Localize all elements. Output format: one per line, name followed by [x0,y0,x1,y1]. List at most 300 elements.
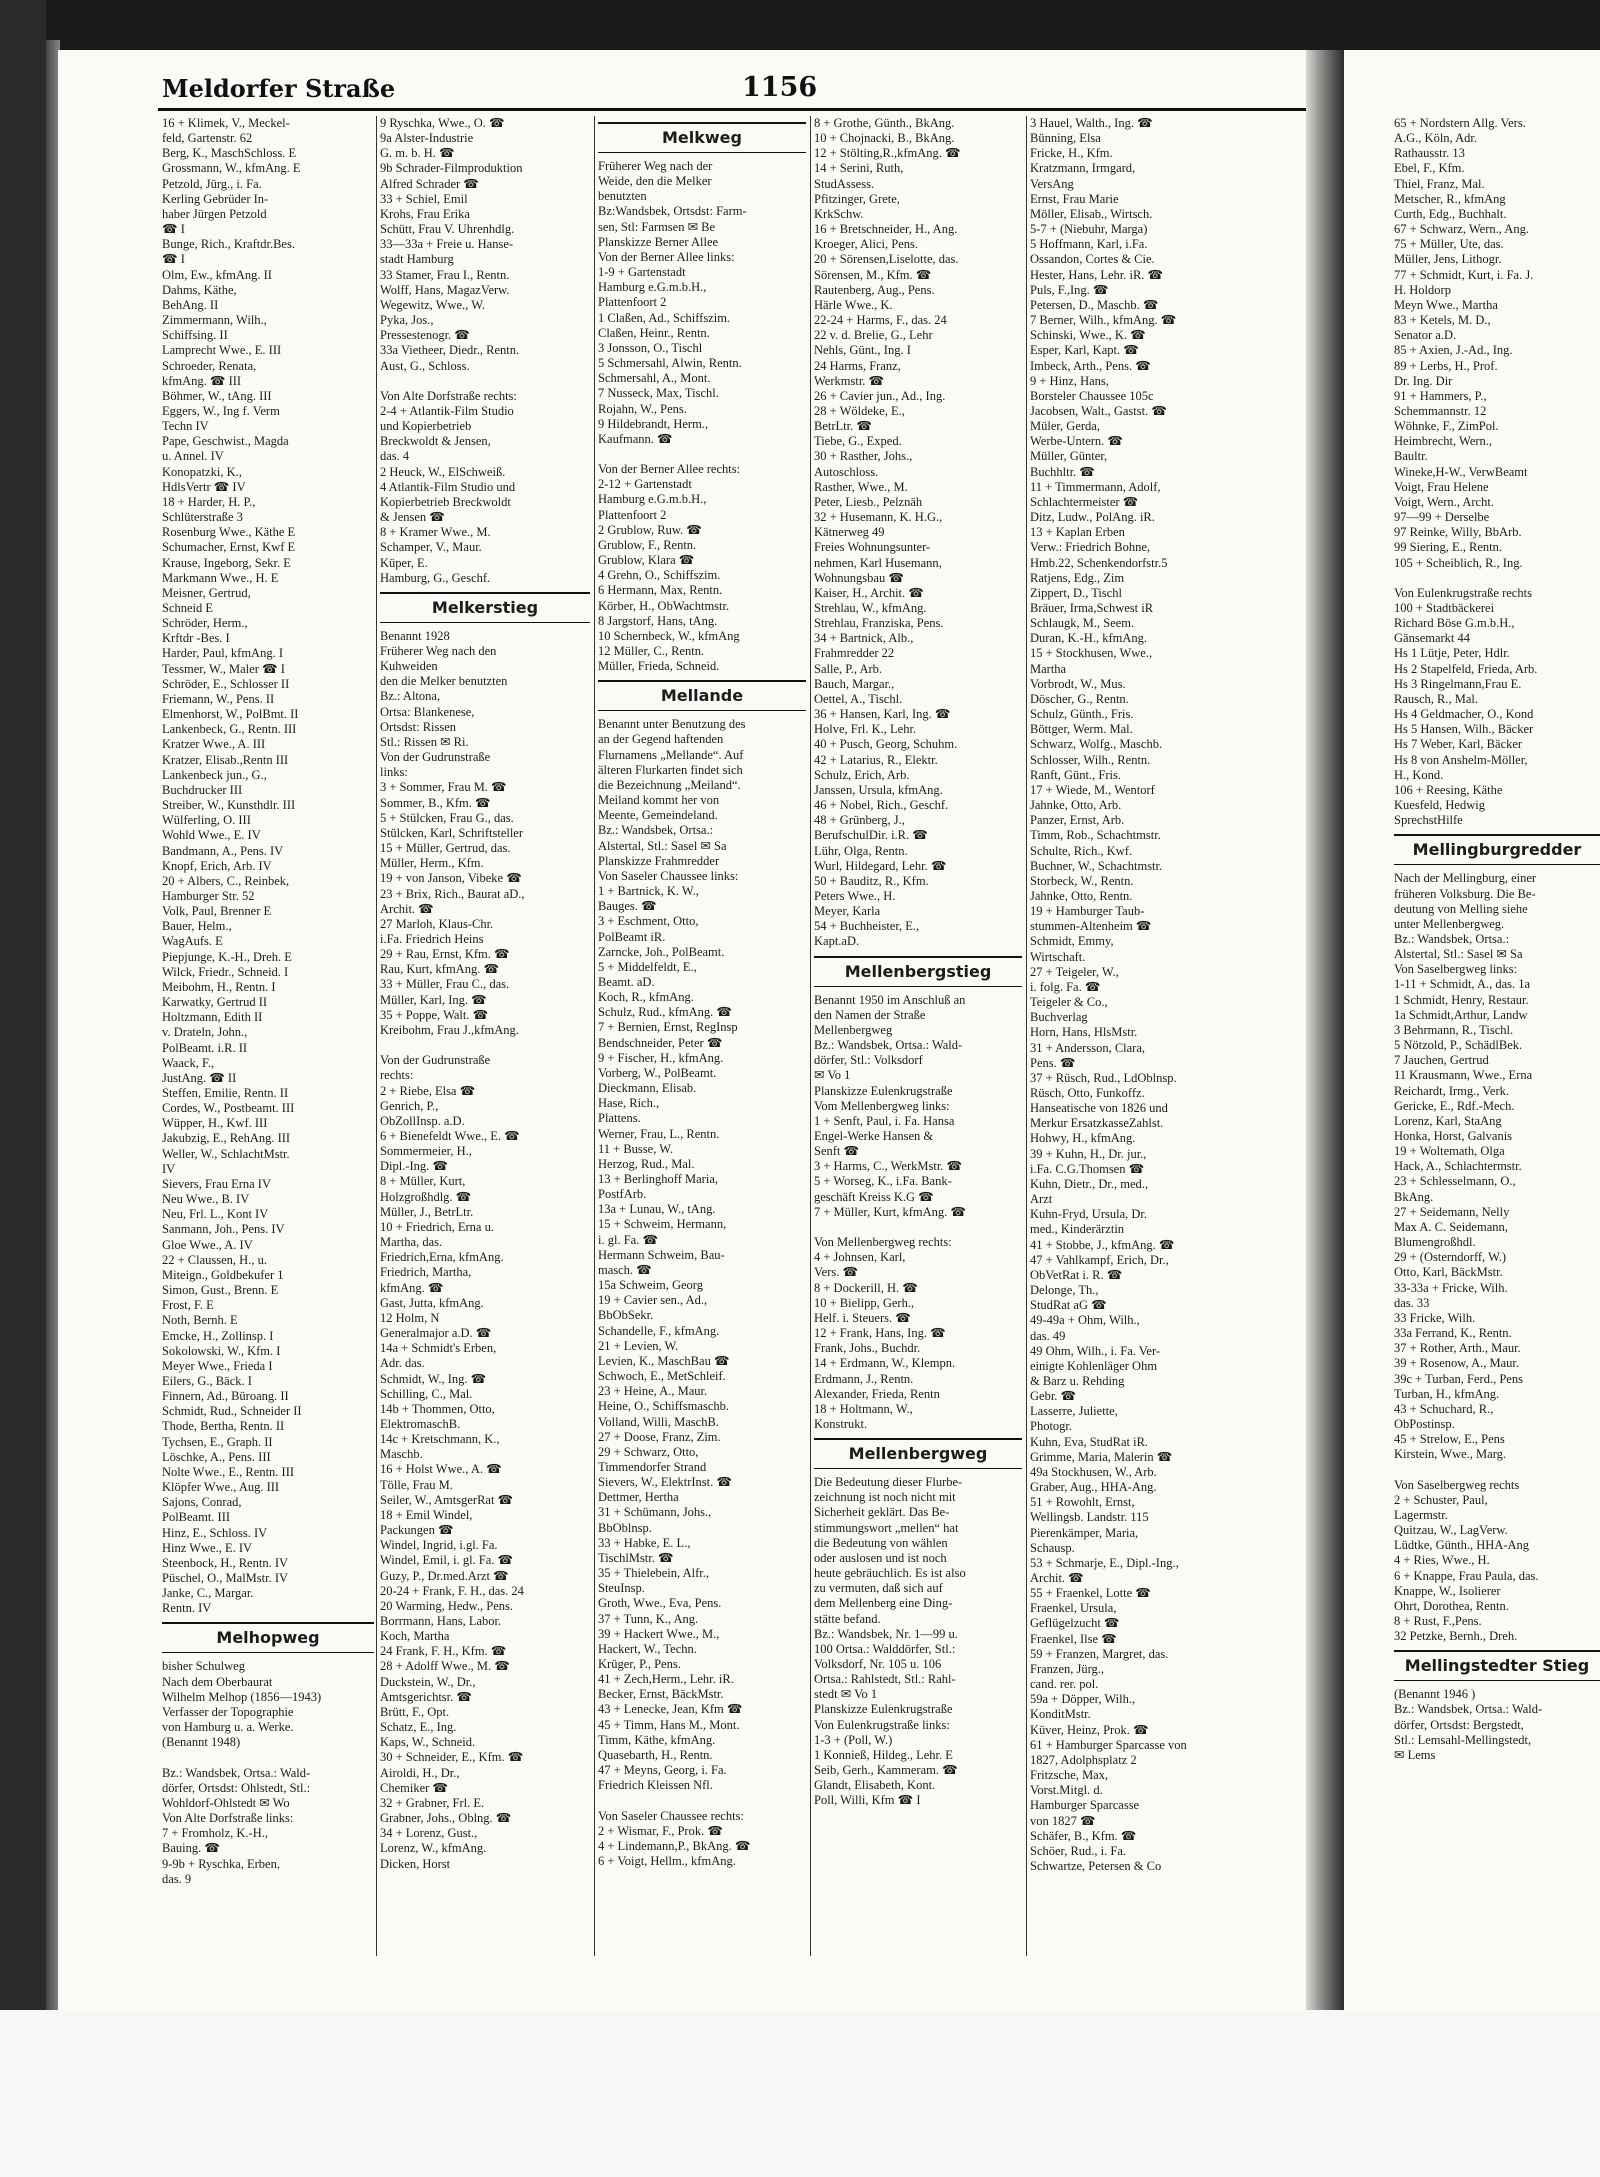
directory-entry: ObVetRat i. R. ☎ [1030,1267,1123,1282]
directory-entry: Werner, Frau, L., Rentn. [598,1126,720,1141]
directory-entry: 32 + Husemann, K. H.G., [814,510,943,525]
directory-entry: 47 + Meyns, Georg, i. Fa. [598,1763,727,1778]
directory-entry: 11 + Busse, W. [598,1141,673,1156]
directory-entry: Stl.: Lemsahl-Mellingstedt, [1394,1732,1532,1747]
directory-entry: Groth, Wwe., Eva, Pens. [598,1596,722,1611]
directory-entry: 14c + Kretschmann, K., [380,1432,500,1447]
directory-entry: Neu Wwe., B. IV [162,1192,250,1207]
directory-entry: Nach der Mellingburg, einer [1394,871,1537,886]
directory-entry: Kuhn-Fryd, Ursula, Dr. [1030,1207,1148,1222]
directory-entry: Tessmer, W., Maler ☎ I [162,661,285,676]
directory-entry: 16 + Klimek, V., Meckel- [162,116,290,130]
directory-entry: bisher Schulweg [162,1659,245,1674]
directory-entry: Borsteler Chaussee 105c [1030,388,1154,403]
directory-entry: 24 Frank, F. H., Kfm. ☎ [380,1644,507,1659]
directory-entry: JustAng. ☎ II [162,1070,237,1085]
directory-entry: 7 Jauchen, Gertrud [1394,1053,1489,1068]
directory-entry: 49a Stockhusen, W., Arb. [1030,1464,1157,1479]
directory-entry: Von Alte Dorfstraße links: [162,1811,294,1826]
directory-entry: Quasebarth, H., Rentn. [598,1747,713,1762]
directory-entry: 39 + Hackert Wwe., M., [598,1626,720,1641]
directory-entry: stedt ✉ Vo 1 [814,1687,878,1702]
directory-entry: 50 + Bauditz, R., Kfm. [814,873,929,888]
directory-entry: Hinz, E., Schloss. IV [162,1525,268,1540]
directory-entry: ☎ I [162,222,185,237]
directory-entry: PolBeamt. III [162,1510,231,1525]
directory-entry: Schmersahl, A., Mont. [598,371,711,386]
directory-entry: Bräuer, Irma,Schwest iR [1030,601,1154,615]
directory-entry: Poll, Willi, Kfm ☎ I [814,1793,921,1808]
directory-entry: Jakubzig, E., RehAng. III [162,1131,291,1146]
directory-entry: Waack, F., [162,1055,215,1070]
directory-entry: stummen-Altenheim ☎ [1030,919,1152,934]
directory-entry: Benannt 1950 im Anschluß an [814,992,966,1007]
directory-entry: Berg, K., MaschSchloss. E [162,146,297,161]
directory-entry: Hinz Wwe., E. IV [162,1540,253,1555]
directory-entry: Timm, Käthe, kfmAng. [598,1732,716,1747]
directory-entry: Reichardt, Irmg., Verk. [1394,1083,1510,1098]
directory-entry: Grublow, F., Rentn. [598,537,697,552]
directory-entry: Wolff, Hans, MagazVerw. [380,282,510,297]
directory-entry: Esper, Karl, Kapt. ☎ [1030,343,1139,358]
directory-entry: das. 33 [1394,1295,1430,1310]
directory-entry: 33 + Schiel, Emil [380,191,468,206]
directory-entry: Böhmer, W., tAng. III [162,388,272,403]
directory-entry: 14 + Erdmann, W., Klempn. [814,1356,956,1371]
directory-entry: früheren Volksburg. Die Be- [1394,886,1536,901]
directory-entry: feld, Gartenstr. 62 [162,131,253,146]
directory-entry: Werbe-Untern. ☎ [1030,434,1123,449]
directory-entry: 11 Krausmann, Wwe., Erna [1394,1068,1533,1083]
directory-entry: Ebel, F., Kfm. [1394,161,1465,176]
directory-entry: 30 + Rasther, Johs., [814,449,913,464]
directory-entry: 97 Reinke, Willy, BbArb. [1394,525,1522,540]
directory-entry: Strehlau, W., kfmAng. [814,601,927,615]
directory-entry: Kreibohm, Frau J.,kfmAng. [380,1022,519,1037]
directory-entry: Von Saseler Chaussee rechts: [598,1808,744,1823]
directory-entry: 1 + Bartnick, K. W., [598,884,699,899]
directory-entry: Geflügelzucht ☎ [1030,1616,1120,1631]
directory-entry: Vom Mellenbergweg links: [814,1098,950,1113]
directory-entry: BetrLtr. ☎ [814,419,872,434]
directory-entry: 12 Holm, N [380,1310,440,1325]
directory-entry: Quitzau, W., LagVerw. [1394,1523,1508,1538]
directory-entry: Dipl.-Ing. ☎ [380,1159,448,1174]
directory-entry: Timmendorfer Strand [598,1459,707,1474]
directory-entry: Levien, K., MaschBau ☎ [598,1353,730,1368]
directory-entry: Müler, Gerda, [1030,419,1100,434]
directory-entry [380,1038,590,1053]
directory-entry: Techn IV [162,419,209,434]
directory-entry: Gast, Jutta, kfmAng. [380,1295,484,1310]
directory-entry: Sommermeier, H., [380,1144,472,1159]
directory-entry: dörfer, Ortsdst: Ohlstedt, Stl.: [162,1780,311,1795]
directory-entry: Jacobsen, Walt., Gastst. ☎ [1030,403,1167,418]
directory-entry: benutzten [598,189,647,204]
directory-entry: den Namen der Straße [814,1007,926,1022]
directory-entry: Bz.: Wandsbek, Nr. 1—99 u. [814,1626,958,1641]
directory-entry: 10 Schernbeck, W., kfmAng [598,628,740,643]
directory-entry: Hester, Hans, Lehr. iR. ☎ [1030,267,1164,282]
directory-entry: 7 Nusseck, Max, Tischl. [598,386,719,401]
directory-entry: Volksdorf, Nr. 105 u. 106 [814,1657,942,1671]
directory-entry: 65 + Nordstern Allg. Vers. [1394,116,1526,130]
directory-entry: 97—99 + Derselbe [1394,510,1490,525]
directory-entry: 15a Schweim, Georg [598,1278,703,1293]
directory-entry: den die Melker benutzten [380,674,508,689]
directory-entry: 41 + Stobbe, J., kfmAng. ☎ [1030,1237,1175,1252]
directory-entry: Bauch, Margar., [814,676,895,691]
directory-entry: Bz:Wandsbek, Ortsdst: Farm- [598,204,747,219]
directory-entry: 29 + Rau, Ernst, Kfm. ☎ [380,947,510,962]
directory-entry: Bz.: Wandsbek, Ortsa.: [598,823,714,838]
directory-entry: Eggers, W., Ing f. Verm [162,403,280,418]
directory-entry: Hs 1 Lütje, Peter, Hdlr. [1394,646,1510,661]
directory-entry: Hanseatische von 1826 und [1030,1101,1168,1116]
directory-entry: Sievers, Frau Erna IV [162,1176,271,1191]
directory-entry: Bz.: Wandsbek, Ortsa.: [1394,931,1510,946]
directory-entry: Ohrt, Dorothea, Rentn. [1394,1598,1509,1613]
directory-entry: Max A. C. Seidemann, [1394,1219,1508,1234]
directory-entry: Thode, Bertha, Rentn. II [162,1419,285,1434]
directory-entry: & Jensen ☎ [380,510,445,525]
directory-entry: ObZollInsp. a.D. [380,1113,465,1128]
directory-entry: Rosenburg Wwe., Käthe E [162,525,296,540]
directory-entry: Zimmermann, Wilh., [162,313,267,328]
directory-entry: Von Saselbergweg links: [1394,962,1518,977]
directory-entry: Kirstein, Wwe., Marg. [1394,1447,1507,1462]
directory-entry: Hs 7 Weber, Karl, Bäcker [1394,737,1523,752]
directory-entry: 9 + Fischer, H., kfmAng. [598,1050,724,1065]
directory-entry: 11 + Timmermann, Adolf, [1030,479,1161,494]
directory-entry: Kratzmann, Irmgard, [1030,161,1136,176]
directory-entry: 33 Stamer, Frau I., Rentn. [380,267,510,282]
directory-entry: 33—33a + Freie u. Hanse- [380,237,514,252]
directory-entry: Vorbrodt, W., Mus. [1030,676,1126,691]
directory-entry: 6 + Bienefeldt Wwe., E. ☎ [380,1129,520,1143]
directory-entry: 9 + Hinz, Hans, [1030,373,1109,388]
directory-entry: Müller, Herm., Kfm. [380,856,484,871]
directory-entry: 39 + Rosenow, A., Maur. [1394,1356,1519,1371]
directory-entry: Pape, Geschwist., Magda [162,434,289,449]
directory-entry: 28 + Adolff Wwe., M. ☎ [380,1659,510,1674]
directory-entry: Hs 4 Geldmacher, O., Kond [1394,707,1534,722]
directory-entry: masch. ☎ [598,1262,652,1277]
directory-entry: 14 + Serini, Ruth, [814,161,904,176]
directory-entry: Pierenkämper, Maria, [1030,1525,1139,1540]
directory-entry: Breckwoldt & Jensen, [380,434,491,449]
directory-entry: Pens. ☎ [1030,1055,1076,1070]
directory-entry: Lasserre, Juliette, [1030,1404,1118,1419]
directory-entry: Delonge, Th., [1030,1283,1099,1298]
directory-entry: 2 Heuck, W., ElSchweiß. [380,464,506,479]
directory-entry: 14a + Schmidt's Erben, [380,1341,497,1356]
directory-entry: i. folg. Fa. ☎ [1030,979,1101,994]
directory-entry: Küver, Heinz, Prok. ☎ [1030,1722,1149,1737]
directory-entry: 53 + Schmarje, E., Dipl.-Ing., [1030,1555,1179,1570]
directory-entry: Duckstein, W., Dr., [380,1674,476,1689]
directory-entry: Engel-Werke Hansen & [814,1129,934,1143]
directory-entry: 67 + Schwarz, Wern., Ang. [1394,222,1529,237]
directory-entry: Hase, Rich., [598,1096,660,1111]
directory-entry: 17 + Wiede, M., Wentorf [1030,782,1155,797]
directory-entry: Lühr, Olga, Rentn. [814,843,908,858]
directory-entry: 85 + Axien, J.-Ad., Ing. [1394,343,1513,358]
directory-entry: Alstertal, Stl.: Sasel ✉ Sa [598,838,727,853]
street-heading: Mellenbergstieg [814,956,1022,987]
directory-entry: Bauges. ☎ [598,899,657,914]
directory-entry: Lüdtke, Günth., HHA-Ang [1394,1538,1530,1553]
directory-entry: ☎ I [162,252,185,267]
directory-entry: Hamburger Str. 52 [162,888,255,903]
page-header [158,68,1308,111]
directory-entry: Bz.: Wandsbek, Ortsa.: Wald- [162,1765,311,1780]
directory-entry: 8 + Kramer Wwe., M. [380,525,491,540]
directory-entry: Hs 5 Hansen, Wilh., Bäcker [1394,722,1534,737]
directory-entry: 33 + Habke, E. L., [598,1535,691,1550]
directory-entry: Frost, F. E [162,1298,214,1313]
directory-entry: Timm, Rob., Schachtmstr. [1030,828,1161,843]
directory-entry: 105 + Scheiblich, R., Ing. [1394,555,1523,570]
directory-entry: Heimbrecht, Wern., [1394,434,1493,449]
directory-entry: 33-33a + Fricke, Wilh. [1394,1280,1508,1295]
directory-entry: u. Annel. IV [162,449,224,464]
directory-entry: 43 + Schuchard, R., [1394,1401,1494,1416]
directory-entry: Schroeder, Renata, [162,358,257,373]
directory-entry: Tölle, Frau M. [380,1477,453,1492]
directory-entry: Friedrich, Martha, [380,1265,472,1280]
directory-entry: deutung von Melling siehe [1394,901,1528,916]
directory-entry: Schlosser, Wilh., Rentn. [1030,752,1151,767]
directory-entry: Buchdrucker III [162,782,243,797]
directory-entry: 27 + Teigeler, W., [1030,964,1119,979]
directory-entry: Rausch, R., Mal. [1394,691,1479,706]
directory-entry: Schröder, Herm., [162,616,248,631]
directory-entry: Wüpper, H., Kwf. III [162,1116,268,1131]
street-heading: Mellenbergweg [814,1438,1022,1469]
directory-entry: Gebr. ☎ [1030,1389,1077,1404]
directory-entry: Amtsgerichtsr. ☎ [380,1689,472,1704]
directory-entry: 42 + Latarius, R., Elektr. [814,752,938,767]
directory-entry: die Bezeichnung „Meiland“. [598,777,741,792]
directory-entry: Noth, Bernh. E [162,1313,238,1328]
directory-entry: Löschke, A., Pens. III [162,1449,271,1464]
directory-entry: Schulz, Rud., kfmAng. ☎ [598,1005,732,1020]
directory-entry: zeichnung ist noch nicht mit [814,1490,956,1505]
directory-entry: nehmen, Karl Husemann, [814,555,942,570]
directory-entry: 1-3 + (Poll, W.) [814,1732,893,1747]
directory-entry: Die Bedeutung dieser Flurbe- [814,1475,963,1490]
directory-entry: Weide, den die Melker [598,174,712,189]
column-4 [814,116,1022,1809]
directory-entry: an der Gegend haftenden [598,732,724,747]
directory-entry: v. Drateln, John., [162,1025,248,1040]
directory-entry: 7 Berner, Wilh., kfmAng. ☎ [1030,313,1177,328]
directory-entry: Von Saselbergweg rechts [1394,1477,1520,1492]
directory-entry: Peter, Liesb., Pelznäh [814,494,923,509]
directory-entry: Dicken, Horst [380,1856,451,1871]
directory-entry: stätte befand. [814,1611,881,1626]
directory-entry: Richard Böse G.m.b.H., [1394,616,1515,631]
directory-entry: Voigt, Wern., Archt. [1394,494,1494,509]
directory-entry: 100 + Stadtbäckerei [1394,601,1495,615]
directory-entry: 9 Hildebrandt, Herm., [598,416,709,431]
directory-entry: Grublow, Klara ☎ [598,553,695,568]
directory-entry: Kuhn, Dietr., Dr., med., [1030,1176,1149,1191]
directory-entry: Schröder, E., Schlosser II [162,676,290,691]
directory-entry: Friedrich,Erna, kfmAng. [380,1250,504,1265]
directory-entry: die Bedeutung von wählen [814,1535,948,1550]
directory-entry: Martha, das. [380,1235,443,1250]
directory-entry: Arzt [1030,1192,1053,1207]
directory-entry: 1 + Senft, Paul, i. Fa. Hansa [814,1113,955,1128]
directory-entry: Olm, Ew., kfmAng. II [162,267,272,282]
directory-entry [162,1750,374,1765]
directory-entry: Stl.: Rissen ✉ Ri. [380,734,469,749]
directory-entry: 5 + Stülcken, Frau G., das. [380,810,514,825]
directory-entry: Kaiser, H., Archit. ☎ [814,585,924,600]
directory-entry: 24 Harms, Franz, [814,358,901,373]
directory-entry: 5 Schmersahl, Alwin, Rentn. [598,356,742,371]
directory-entry: 13 + Berlinghoff Maria, [598,1172,718,1186]
directory-entry: Krause, Ingeborg, Sekr. E [162,555,291,570]
directory-entry: Senft ☎ [814,1144,860,1159]
directory-entry: Kratzer Wwe., A. III [162,737,266,752]
directory-entry: Alfred Schrader ☎ [380,176,479,191]
directory-entry [814,1220,1022,1235]
directory-entry: Turban, H., kfmAng. [1394,1386,1500,1401]
scan-margin [0,2010,1600,2177]
directory-entry: ✉ Vo 1 [814,1068,851,1083]
directory-entry: 3 + Sommer, Frau M. ☎ [380,780,507,795]
directory-entry: Steenbock, H., Rentn. IV [162,1555,289,1570]
directory-entry: Autoschloss. [814,464,879,479]
directory-entry: Meiland kommt her von [598,793,720,808]
directory-entry: 49 Ohm, Wilh., i. Fa. Ver- [1030,1343,1161,1358]
directory-entry: Senator a.D. [1394,328,1457,343]
directory-entry: Dieckmann, Elisab. [598,1081,697,1096]
directory-entry: SprechstHilfe [1394,813,1463,828]
directory-entry: Windel, Emil, i. gl. Fa. ☎ [380,1553,514,1568]
directory-entry: Sanmann, Joh., Pens. IV [162,1222,285,1237]
directory-entry: 7 + Müller, Kurt, kfmAng. ☎ [814,1204,966,1219]
directory-entry: KrkSchw. [814,206,864,221]
directory-entry: BbOblnsp. [598,1520,652,1535]
directory-entry [598,1793,806,1808]
directory-entry: Baultr. [1394,449,1428,464]
directory-entry: Verfasser der Topographie [162,1704,294,1719]
directory-entry: 8 + Rust, F.,Pens. [1394,1614,1482,1628]
directory-entry: VersAng [1030,176,1074,191]
directory-entry: 34 + Bartnick, Alb., [814,631,914,646]
directory-entry: Tychsen, E., Graph. II [162,1434,273,1449]
directory-entry: 46 + Nobel, Rich., Geschf. [814,798,949,813]
directory-entry [380,374,590,389]
directory-entry: Generalmajor a.D. ☎ [380,1326,492,1341]
directory-entry: Wineke,H-W., VerwBeamt [1394,464,1528,479]
column-divider [810,116,811,1956]
directory-entry: Brütt, F., Opt. [380,1704,450,1719]
directory-entry: ObPostinsp. [1394,1416,1455,1431]
directory-entry: 8 Jargstorf, Hans, tAng. [598,613,718,628]
directory-entry: Schwoch, E., MetSchleif. [598,1369,726,1384]
directory-entry: 22 v. d. Brelie, G., Lehr [814,328,933,343]
directory-entry: Eilers, G., Bäck. I [162,1373,252,1388]
directory-entry: Ditz, Ludw., PolAng. iR. [1030,510,1155,525]
directory-entry: 47 + Vahlkampf, Erich, Dr., [1030,1252,1169,1267]
directory-entry: Alexander, Frieda, Rentn [814,1386,940,1401]
directory-entry: heute gebräuchlich. Es ist also [814,1566,966,1581]
directory-entry: 4 + Ries, Wwe., H. [1394,1553,1490,1568]
directory-entry: 9-9b + Ryschka, Erben, [162,1856,280,1871]
directory-entry: Erdmann, J., Rentn. [814,1371,914,1386]
directory-entry: 35 + Poppe, Walt. ☎ [380,1007,489,1022]
directory-entry: Dr. Ing. Dir [1394,373,1453,388]
directory-entry: 12 Müller, C., Rentn. [598,644,705,658]
directory-entry: 33 Fricke, Wilh. [1394,1310,1476,1325]
directory-entry: Ossandon, Cortes & Cie. [1030,252,1155,267]
directory-entry: Knopf, Erich, Arb. IV [162,858,272,873]
directory-entry: Ortsa.: Rahlstedt, Stl.: Rahl- [814,1672,956,1687]
directory-entry: Windel, Ingrid, i.gl. Fa. [380,1538,498,1553]
directory-entry: 22 + Claussen, H., u. [162,1252,267,1267]
directory-entry: Gericke, E., Rdf.-Mech. [1394,1098,1515,1113]
street-heading: Melkerstieg [380,592,590,623]
directory-entry: Ernst, Frau Marie [1030,191,1119,206]
directory-entry: Grossmann, W., kfmAng. E [162,161,301,176]
directory-entry: Seib, Gerh., Kammeram. ☎ [814,1763,958,1778]
directory-entry: Schatz, E., Ing. [380,1720,457,1735]
directory-entry: Kroeger, Alici, Pens. [814,237,918,252]
directory-entry: PostfArb. [598,1187,647,1202]
directory-entry: 8 + Dockerill, H. ☎ [814,1280,918,1295]
directory-entry: Neu, Frl. L., Kont IV [162,1207,269,1222]
directory-entry: das. 9 [162,1871,192,1886]
directory-entry: 16 + Bretschneider, H., Ang. [814,222,958,237]
directory-entry: 45 + Strelow, E., Pens [1394,1432,1505,1447]
directory-entry: Finnern, Ad., Büroang. II [162,1389,289,1404]
directory-entry: Graber, Aug., HHA-Ang. [1030,1480,1157,1495]
directory-entry: 5 + Worseg, K., i.Fa. Bank- [814,1174,952,1189]
directory-entry: Salle, P., Arb. [814,661,883,676]
directory-entry: Schmidt, W., Ing. ☎ [380,1371,487,1386]
directory-entry: Vers. ☎ [814,1265,859,1280]
directory-entry: Buchverlag [1030,1010,1088,1025]
directory-entry: 3 Hauel, Walth., Ing. ☎ [1030,116,1153,130]
directory-entry: 15 + Müller, Gertrud, das. [380,841,511,856]
directory-entry: Seiler, W., AmtsgerRat ☎ [380,1492,514,1507]
directory-entry: 9b Schrader-Filmproduktion [380,161,523,176]
directory-entry: oder auslosen und ist noch [814,1550,947,1565]
directory-entry: Fritzsche, Max, [1030,1768,1109,1783]
directory-entry: Planskizze Frahmredder [598,853,720,868]
directory-entry: Püschel, O., MalMstr. IV [162,1571,289,1585]
directory-entry: sen, Stl: Farmsen ✉ Be [598,219,716,234]
directory-entry: 3 + Eschment, Otto, [598,914,699,929]
directory-entry: Friedrich Kleissen Nfl. [598,1778,713,1793]
column-6 [1394,116,1600,1763]
directory-entry: 32 Petzke, Bernh., Dreh. [1394,1629,1518,1644]
directory-entry: ElektromaschB. [380,1416,461,1431]
directory-entry: ✉ Lems [1394,1747,1436,1762]
book-spine [0,0,46,2177]
directory-entry: Pressestenogr. ☎ [380,328,470,343]
directory-entry: Borrmann, Hans, Labor. [380,1614,502,1628]
directory-entry: 23 + Heine, A., Maur. [598,1384,708,1399]
directory-entry: 1827, Adolphsplatz 2 [1030,1752,1137,1767]
directory-entry: 1 Konnieß, Hildeg., Lehr. E [814,1747,953,1762]
directory-entry: Lamprecht Wwe., E. III [162,343,282,358]
